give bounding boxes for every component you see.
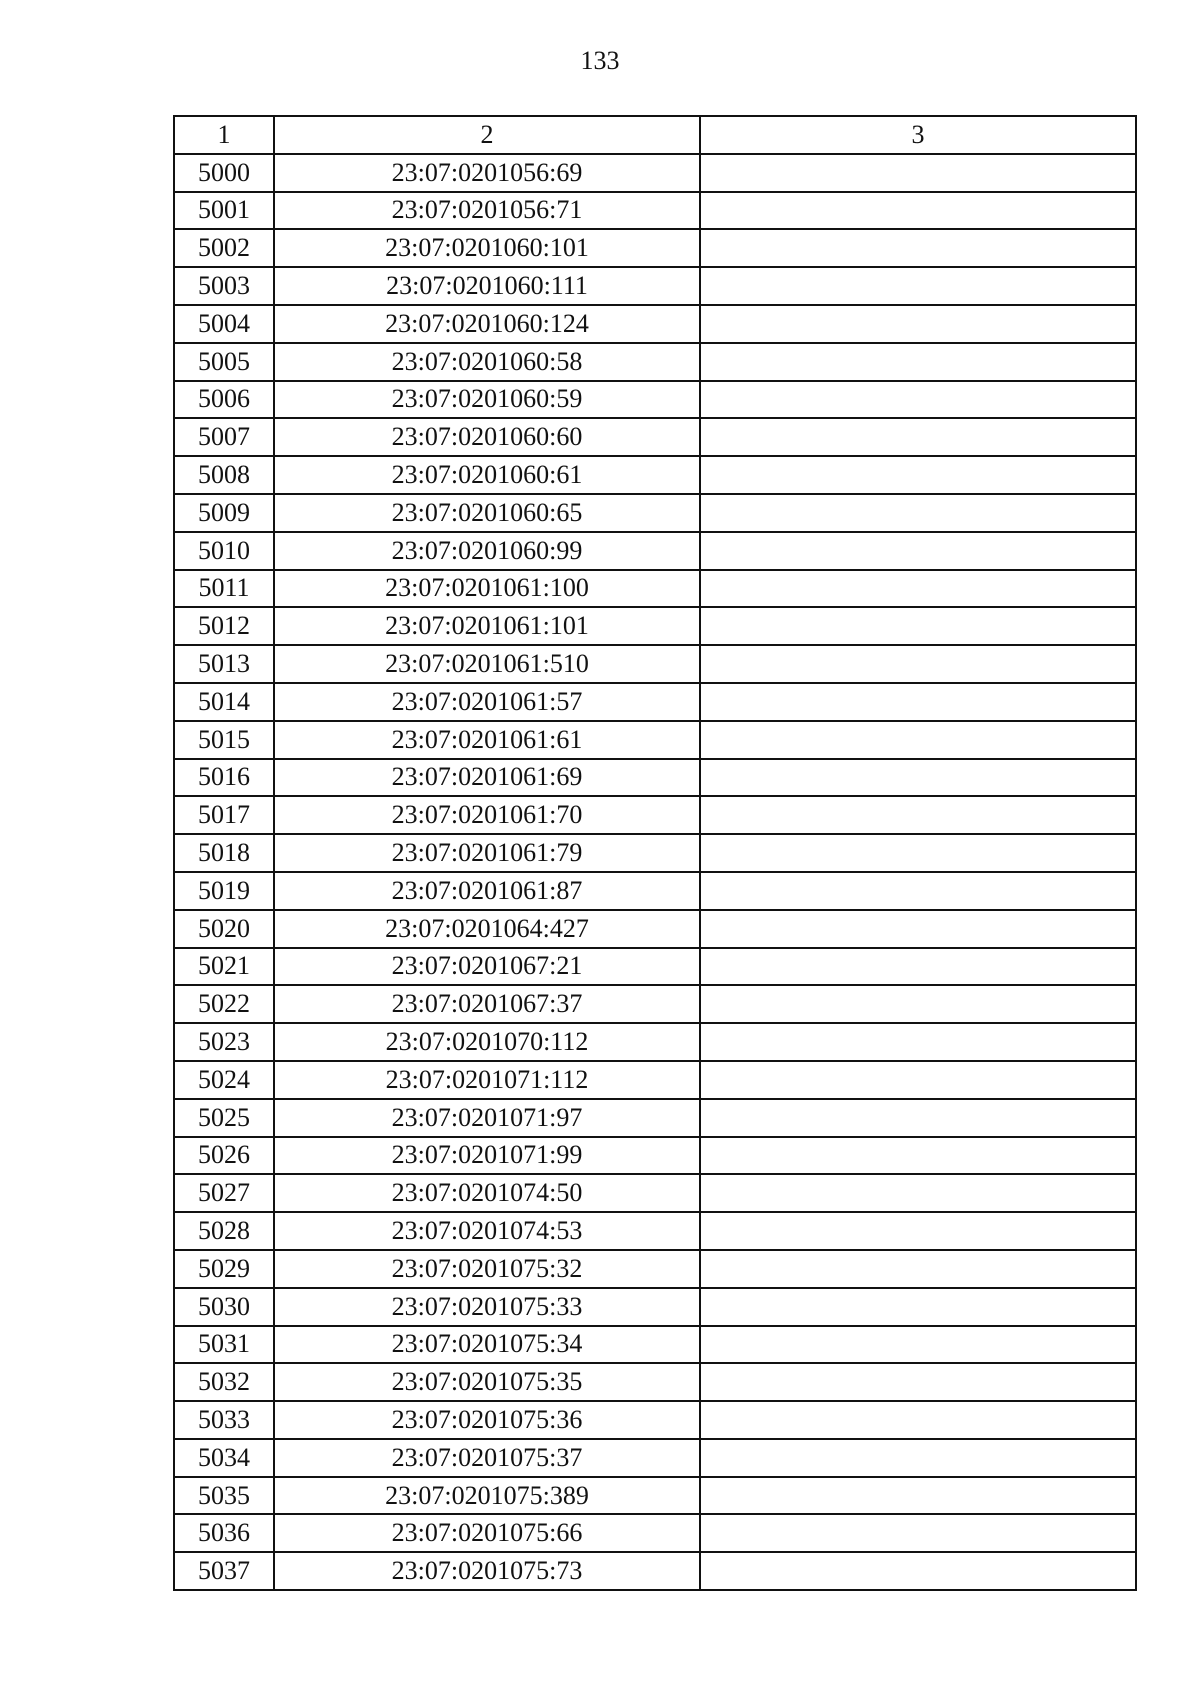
- column-3-cell: [700, 1363, 1136, 1401]
- table-row: [174, 1514, 1136, 1552]
- row-number-cell: 5005: [174, 343, 274, 381]
- column-3-cell: [700, 570, 1136, 608]
- row-number-cell: 5018: [174, 834, 274, 872]
- column-3-cell: [700, 305, 1136, 343]
- table-header-row: [174, 116, 1136, 154]
- column-3-cell: [700, 1250, 1136, 1288]
- cadastral-number-cell: 23:07:0201071:99: [274, 1137, 700, 1175]
- column-3-cell: [700, 948, 1136, 986]
- table-row: [174, 1326, 1136, 1364]
- column-header-1: 1: [174, 116, 274, 154]
- column-3-cell: [700, 229, 1136, 267]
- page-number: 133: [580, 46, 620, 75]
- row-number-cell: 5007: [174, 418, 274, 456]
- row-number-cell: 5025: [174, 1099, 274, 1137]
- column-3-cell: [700, 796, 1136, 834]
- row-number-cell: 5031: [174, 1326, 274, 1364]
- cadastral-number-cell: 23:07:0201075:34: [274, 1326, 700, 1364]
- column-3-cell: [700, 1477, 1136, 1515]
- table-row: [174, 305, 1136, 343]
- column-3-cell: [700, 154, 1136, 192]
- table-row: [174, 910, 1136, 948]
- column-3-cell: [700, 759, 1136, 797]
- row-number-cell: 5030: [174, 1288, 274, 1326]
- row-number-cell: 5023: [174, 1023, 274, 1061]
- row-number-cell: 5037: [174, 1552, 274, 1590]
- table-row: [174, 948, 1136, 986]
- row-number-cell: 5008: [174, 456, 274, 494]
- column-header-3: 3: [700, 116, 1136, 154]
- column-3-cell: [700, 1061, 1136, 1099]
- row-number-cell: 5036: [174, 1514, 274, 1552]
- column-3-cell: [700, 1212, 1136, 1250]
- table-row: [174, 343, 1136, 381]
- column-3-cell: [700, 721, 1136, 759]
- row-number-cell: 5000: [174, 154, 274, 192]
- cadastral-number-cell: 23:07:0201056:71: [274, 192, 700, 230]
- cadastral-number-cell: 23:07:0201075:32: [274, 1250, 700, 1288]
- table-body: [174, 154, 1136, 1590]
- column-3-cell: [700, 607, 1136, 645]
- row-number-cell: 5022: [174, 985, 274, 1023]
- row-number-cell: 5009: [174, 494, 274, 532]
- column-header-2: 2: [274, 116, 700, 154]
- table-row: [174, 229, 1136, 267]
- table-row: [174, 1174, 1136, 1212]
- column-3-cell: [700, 985, 1136, 1023]
- cadastral-number-cell: 23:07:0201061:510: [274, 645, 700, 683]
- cadastral-number-cell: 23:07:0201060:99: [274, 532, 700, 570]
- table-row: [174, 1250, 1136, 1288]
- row-number-cell: 5006: [174, 381, 274, 419]
- row-number-cell: 5020: [174, 910, 274, 948]
- cadastral-number-cell: 23:07:0201060:101: [274, 229, 700, 267]
- column-3-cell: [700, 1099, 1136, 1137]
- table-row: [174, 985, 1136, 1023]
- column-3-cell: [700, 834, 1136, 872]
- row-number-cell: 5016: [174, 759, 274, 797]
- cadastral-number-cell: 23:07:0201071:112: [274, 1061, 700, 1099]
- cadastral-number-cell: 23:07:0201067:21: [274, 948, 700, 986]
- column-3-cell: [700, 1439, 1136, 1477]
- column-3-cell: [700, 456, 1136, 494]
- row-number-cell: 5001: [174, 192, 274, 230]
- row-number-cell: 5013: [174, 645, 274, 683]
- table-row: [174, 192, 1136, 230]
- row-number-cell: 5004: [174, 305, 274, 343]
- table-row: [174, 456, 1136, 494]
- table-row: [174, 1212, 1136, 1250]
- column-3-cell: [700, 1326, 1136, 1364]
- row-number-cell: 5011: [174, 570, 274, 608]
- cadastral-number-cell: 23:07:0201061:87: [274, 872, 700, 910]
- cadastral-number-cell: 23:07:0201060:65: [274, 494, 700, 532]
- table-row: [174, 267, 1136, 305]
- cadastral-number-cell: 23:07:0201060:59: [274, 381, 700, 419]
- table-row: [174, 1061, 1136, 1099]
- column-3-cell: [700, 1401, 1136, 1439]
- table-row: [174, 607, 1136, 645]
- table-row: [174, 532, 1136, 570]
- column-3-cell: [700, 1514, 1136, 1552]
- table-row: [174, 1023, 1136, 1061]
- table-row: [174, 418, 1136, 456]
- column-3-cell: [700, 494, 1136, 532]
- table-row: [174, 1099, 1136, 1137]
- table-row: [174, 796, 1136, 834]
- cadastral-number-cell: 23:07:0201075:33: [274, 1288, 700, 1326]
- table-row: [174, 494, 1136, 532]
- cadastral-number-cell: 23:07:0201060:111: [274, 267, 700, 305]
- table-row: [174, 1137, 1136, 1175]
- row-number-cell: 5028: [174, 1212, 274, 1250]
- row-number-cell: 5015: [174, 721, 274, 759]
- cadastral-number-cell: 23:07:0201060:61: [274, 456, 700, 494]
- cadastral-number-cell: 23:07:0201060:60: [274, 418, 700, 456]
- cadastral-number-cell: 23:07:0201070:112: [274, 1023, 700, 1061]
- data-table: [173, 115, 1137, 1591]
- cadastral-number-cell: 23:07:0201075:37: [274, 1439, 700, 1477]
- column-3-cell: [700, 683, 1136, 721]
- cadastral-number-cell: 23:07:0201075:73: [274, 1552, 700, 1590]
- column-3-cell: [700, 418, 1136, 456]
- row-number-cell: 5034: [174, 1439, 274, 1477]
- cadastral-number-cell: 23:07:0201064:427: [274, 910, 700, 948]
- column-3-cell: [700, 192, 1136, 230]
- row-number-cell: 5002: [174, 229, 274, 267]
- column-3-cell: [700, 1174, 1136, 1212]
- row-number-cell: 5021: [174, 948, 274, 986]
- cadastral-number-cell: 23:07:0201061:69: [274, 759, 700, 797]
- column-3-cell: [700, 872, 1136, 910]
- row-number-cell: 5017: [174, 796, 274, 834]
- row-number-cell: 5026: [174, 1137, 274, 1175]
- column-3-cell: [700, 1288, 1136, 1326]
- cadastral-number-cell: 23:07:0201075:36: [274, 1401, 700, 1439]
- cadastral-number-cell: 23:07:0201075:66: [274, 1514, 700, 1552]
- column-3-cell: [700, 267, 1136, 305]
- table-row: [174, 1552, 1136, 1590]
- row-number-cell: 5003: [174, 267, 274, 305]
- table-row: [174, 570, 1136, 608]
- cadastral-number-cell: 23:07:0201061:70: [274, 796, 700, 834]
- cadastral-number-cell: 23:07:0201074:53: [274, 1212, 700, 1250]
- cadastral-number-cell: 23:07:0201061:101: [274, 607, 700, 645]
- row-number-cell: 5032: [174, 1363, 274, 1401]
- table-row: [174, 759, 1136, 797]
- row-number-cell: 5035: [174, 1477, 274, 1515]
- table-row: [174, 1363, 1136, 1401]
- table-row: [174, 872, 1136, 910]
- table-row: [174, 1288, 1136, 1326]
- cadastral-number-cell: 23:07:0201061:57: [274, 683, 700, 721]
- column-3-cell: [700, 1137, 1136, 1175]
- row-number-cell: 5012: [174, 607, 274, 645]
- row-number-cell: 5019: [174, 872, 274, 910]
- row-number-cell: 5010: [174, 532, 274, 570]
- table-row: [174, 1477, 1136, 1515]
- row-number-cell: 5029: [174, 1250, 274, 1288]
- column-3-cell: [700, 532, 1136, 570]
- column-3-cell: [700, 343, 1136, 381]
- table-row: [174, 154, 1136, 192]
- table-row: [174, 834, 1136, 872]
- cadastral-number-cell: 23:07:0201074:50: [274, 1174, 700, 1212]
- cadastral-number-cell: 23:07:0201075:389: [274, 1477, 700, 1515]
- column-3-cell: [700, 1023, 1136, 1061]
- cadastral-number-cell: 23:07:0201061:79: [274, 834, 700, 872]
- column-3-cell: [700, 645, 1136, 683]
- cadastral-number-cell: 23:07:0201071:97: [274, 1099, 700, 1137]
- row-number-cell: 5014: [174, 683, 274, 721]
- table-row: [174, 381, 1136, 419]
- cadastral-number-cell: 23:07:0201075:35: [274, 1363, 700, 1401]
- cadastral-number-cell: 23:07:0201056:69: [274, 154, 700, 192]
- cadastral-number-cell: 23:07:0201067:37: [274, 985, 700, 1023]
- cadastral-number-cell: 23:07:0201060:124: [274, 305, 700, 343]
- table-row: [174, 1439, 1136, 1477]
- cadastral-number-cell: 23:07:0201061:100: [274, 570, 700, 608]
- column-3-cell: [700, 910, 1136, 948]
- table-row: [174, 683, 1136, 721]
- table-row: [174, 1401, 1136, 1439]
- row-number-cell: 5024: [174, 1061, 274, 1099]
- cadastral-number-cell: 23:07:0201061:61: [274, 721, 700, 759]
- table-row: [174, 645, 1136, 683]
- cadastral-number-cell: 23:07:0201060:58: [274, 343, 700, 381]
- column-3-cell: [700, 381, 1136, 419]
- row-number-cell: 5027: [174, 1174, 274, 1212]
- table-row: [174, 721, 1136, 759]
- column-3-cell: [700, 1552, 1136, 1590]
- row-number-cell: 5033: [174, 1401, 274, 1439]
